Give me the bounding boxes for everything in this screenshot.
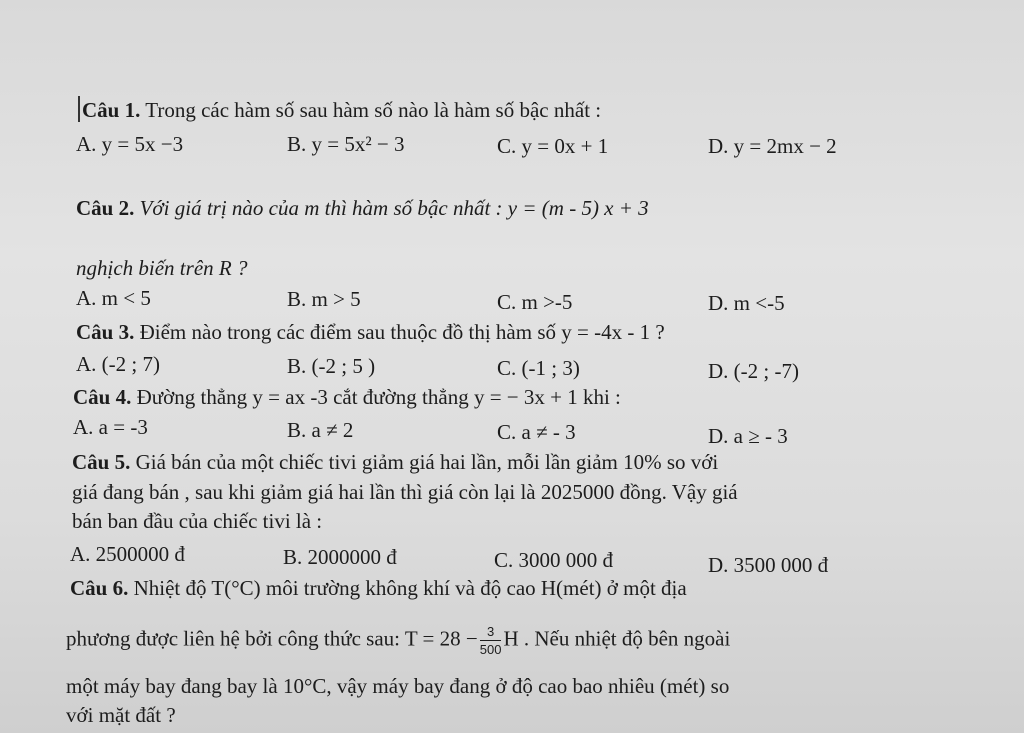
fraction-numerator: 3: [480, 625, 502, 641]
question-6-line-3: một máy bay đang bay là 10°C, vậy máy bay đang ở độ cao bao nhiêu (mét) so: [66, 674, 730, 698]
text-cursor: [78, 96, 80, 122]
question-4: [73, 387, 621, 408]
question-text: Đường thẳng y = ax -3 cắt đường thẳng y = − 3x + 1 khi :: [131, 385, 621, 409]
question-text: Điểm nào trong các điểm sau thuộc đồ thị hàm số y = -4x - 1 ?: [134, 320, 665, 344]
option-c: C. (-1 ; 3): [497, 356, 580, 380]
question-6: [70, 578, 687, 599]
option-b: B. m > 5: [287, 287, 361, 311]
option-c: C. 3000 000 đ: [494, 548, 614, 572]
question-text: Nhiệt độ T(°C) môi trường không khí và độ cao H(mét) ở một địa: [128, 576, 687, 600]
option-b: B. a ≠ 2: [287, 418, 354, 442]
fraction: [480, 625, 502, 656]
option-c: C. m >-5: [497, 290, 573, 314]
question-5-line-2: giá đang bán , sau khi giảm giá hai lần thì giá còn lại là 2025000 đồng. Vậy giá: [72, 480, 738, 504]
option-a: A. y = 5x −3: [76, 132, 184, 156]
option-b: B. y = 5x² − 3: [287, 132, 405, 156]
fraction-denominator: 500: [479, 642, 502, 657]
question-2: [76, 198, 649, 219]
option-b: B. 2000000 đ: [283, 545, 397, 569]
option-c: C. a ≠ - 3: [497, 420, 576, 444]
option-a: A. (-2 ; 7): [76, 352, 160, 376]
question-label: Câu 6.: [70, 576, 129, 600]
question-text: Trong các hàm số sau hàm số nào là hàm số bậc nhất :: [140, 98, 602, 122]
formula-text: phương được liên hệ bởi công thức sau: T = 28 −: [66, 626, 478, 651]
option-d: D. (-2 ; -7): [708, 359, 799, 383]
option-a: A. 2500000 đ: [70, 542, 185, 566]
question-label: Câu 5.: [72, 450, 131, 474]
question-label: Câu 2.: [76, 196, 135, 220]
option-a: A. m < 5: [76, 286, 151, 310]
question-label: Câu 3.: [76, 320, 135, 344]
option-d: D. a ≥ - 3: [708, 424, 788, 448]
option-c: C. y = 0x + 1: [497, 134, 609, 158]
option-a: A. a = -3: [73, 415, 148, 439]
option-d: D. y = 2mx − 2: [708, 134, 837, 158]
question-text: Giá bán của một chiếc tivi giảm giá hai lần, mỗi lần giảm 10% so với: [130, 450, 719, 474]
question-6-line-4: với mặt đất ?: [66, 703, 176, 727]
option-d: D. 3500 000 đ: [708, 553, 829, 577]
option-b: B. (-2 ; 5 ): [287, 354, 376, 378]
question-label: Câu 4.: [73, 385, 132, 409]
formula-text-continued: H . Nếu nhiệt độ bên ngoài: [503, 626, 731, 651]
question-label: Câu 1.: [82, 98, 141, 122]
option-d: D. m <-5: [708, 291, 785, 315]
question-1: [82, 100, 601, 121]
question-6-line-2: [66, 625, 730, 656]
question-3: [76, 322, 665, 343]
question-5-line-3: bán ban đầu của chiếc tivi là :: [72, 509, 323, 533]
question-text: Với giá trị nào của m thì hàm số bậc nhất : y = (m - 5) x + 3: [134, 196, 649, 220]
question-5: [72, 452, 718, 473]
question-2-line-2: nghịch biến trên R ?: [76, 256, 248, 280]
